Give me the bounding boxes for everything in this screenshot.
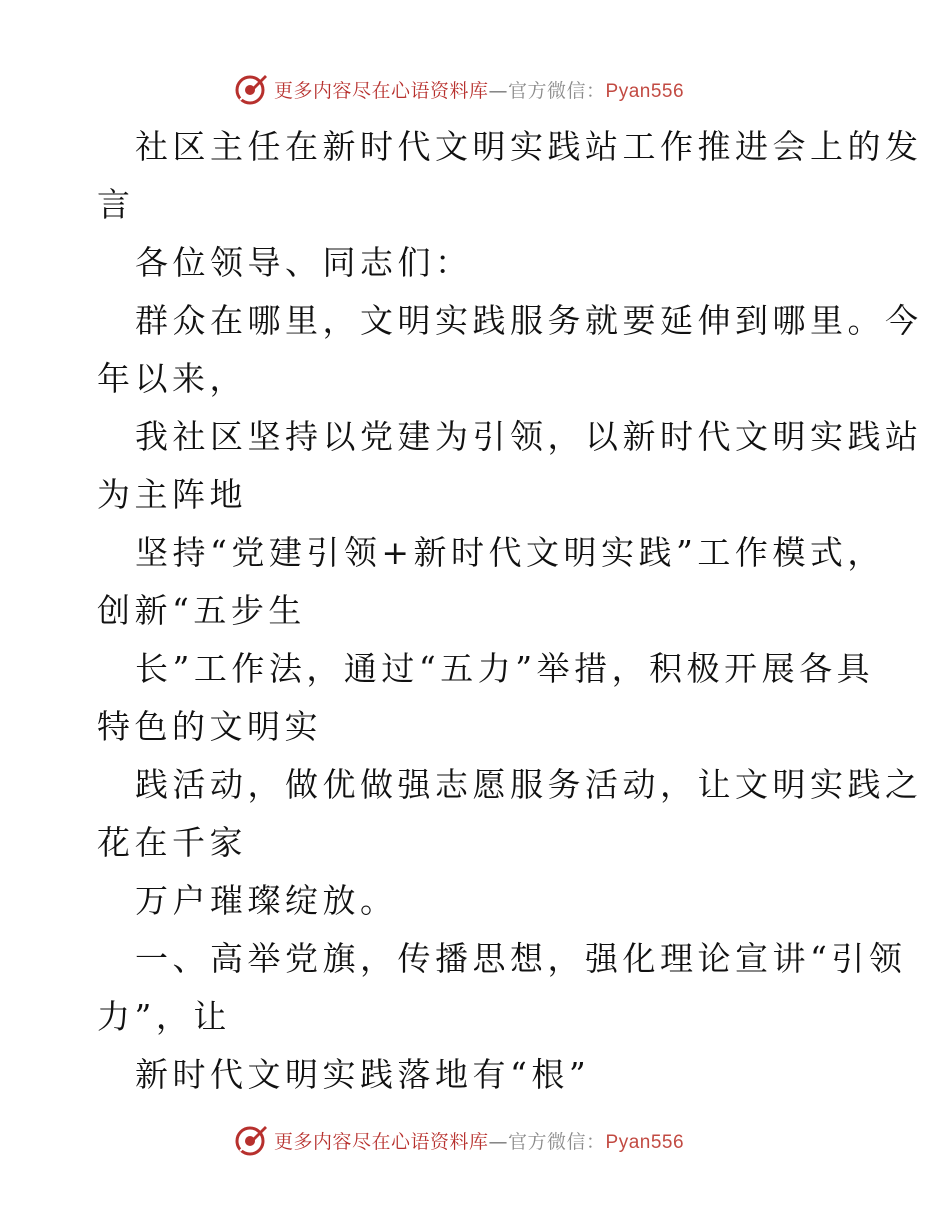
doc-text-line: 我社区坚持以党建为引领，以新时代文明实践站	[135, 417, 923, 456]
doc-title-line: 言	[97, 185, 135, 224]
pen-logo-icon	[234, 1123, 268, 1157]
doc-salutation: 各位领导、同志们：	[135, 243, 473, 282]
doc-section-heading: 力”，让	[97, 997, 231, 1036]
pen-logo-icon	[234, 72, 268, 106]
banner-site-text: 更多内容尽在心语资料库	[274, 1130, 489, 1153]
header-banner	[234, 72, 734, 106]
doc-title-line: 社区主任在新时代文明实践站工作推进会上的发	[135, 127, 923, 166]
doc-text-line: 坚持“党建引领+新时代文明实践”工作模式，	[135, 533, 885, 572]
document-body	[97, 118, 923, 1104]
banner-dash: —	[488, 1130, 509, 1153]
banner-wechat-id: Pyan556	[605, 1131, 685, 1153]
doc-text-line: 长”工作法，通过“五力”举措，积极开展各具	[135, 649, 875, 688]
doc-text-line: 特色的文明实	[97, 707, 322, 746]
banner-wechat-id: Pyan556	[605, 80, 685, 102]
banner-text	[274, 76, 684, 103]
doc-text-line: 年以来，	[97, 359, 247, 398]
doc-text-line: 践活动，做优做强志愿服务活动，让文明实践之	[135, 765, 923, 804]
doc-text-line: 花在千家	[97, 823, 247, 862]
banner-wechat-label: 官方微信：	[508, 79, 606, 102]
banner-site-text: 更多内容尽在心语资料库	[274, 79, 489, 102]
doc-section-heading: 新时代文明实践落地有“根”	[135, 1055, 591, 1094]
doc-text-line: 群众在哪里，文明实践服务就要延伸到哪里。今	[135, 301, 923, 340]
doc-text-line: 万户璀璨绽放。	[135, 881, 398, 920]
banner-wechat-label: 官方微信：	[508, 1130, 606, 1153]
footer-banner	[234, 1123, 734, 1157]
banner-text	[274, 1127, 684, 1154]
banner-dash: —	[488, 79, 509, 102]
doc-text-line: 为主阵地	[97, 475, 247, 514]
doc-text-line: 创新“五步生	[97, 591, 306, 630]
doc-section-heading: 一、高举党旗，传播思想，强化理论宣讲“引领	[135, 939, 907, 978]
